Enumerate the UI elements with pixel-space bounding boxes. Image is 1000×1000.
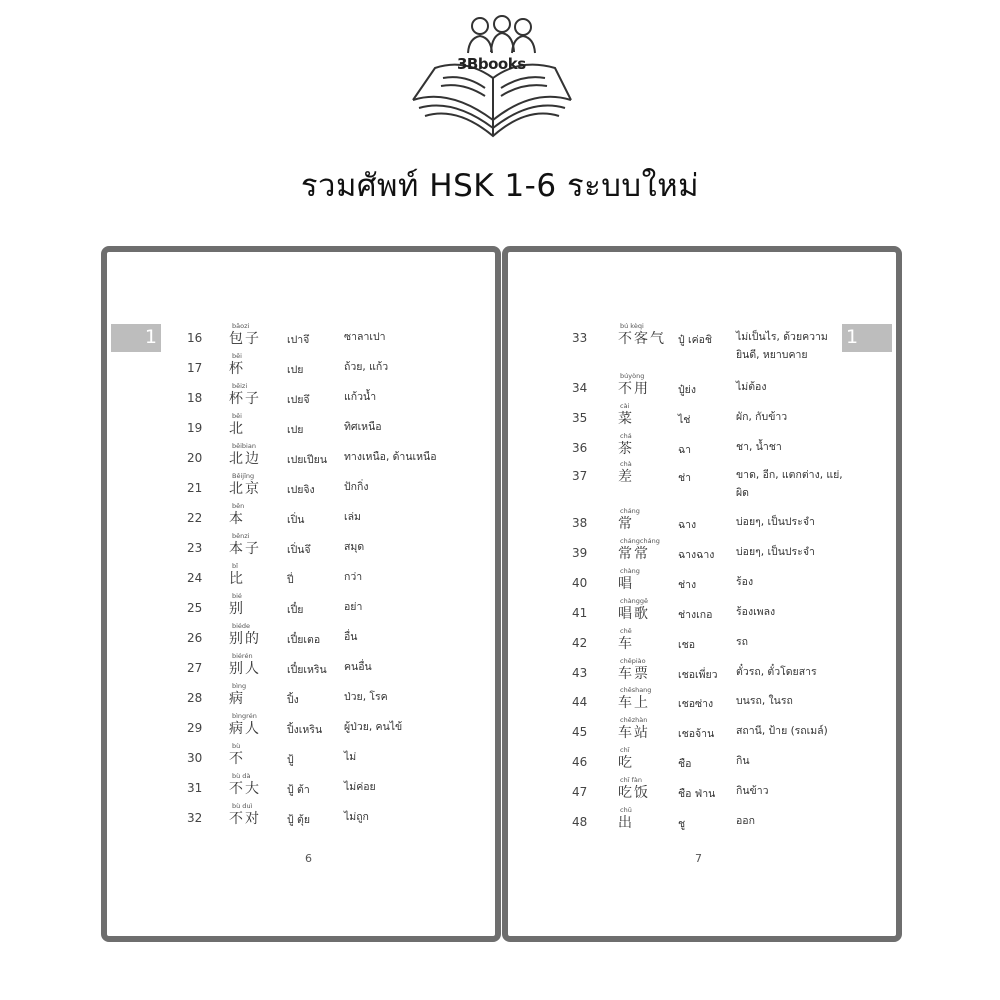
entry-pinyin: chī: [620, 746, 630, 754]
entry-hanzi: 北: [229, 421, 245, 437]
entry-thai-reading: ช่า: [678, 472, 692, 484]
entry-number: 39: [572, 546, 588, 560]
entry-meaning: ชา, น้ำชา: [736, 441, 782, 453]
entry-meaning: คนอื่น: [344, 661, 372, 673]
entry-thai-reading: ช่างเกอ: [678, 609, 713, 621]
brand-logo: [405, 8, 580, 150]
entry-number: 38: [572, 516, 588, 530]
entry-meaning: กว่า: [344, 571, 363, 583]
entry-meaning: สมุด: [344, 541, 365, 553]
entry-hanzi: 病人: [229, 721, 261, 737]
entry-thai-reading: ปู๋ เค่อชิ: [678, 334, 713, 346]
entry-hanzi: 出: [618, 815, 634, 831]
entry-meaning: ไม่เป็นไร, ด้วยความยินดี, หยาบคาย: [736, 331, 828, 361]
entry-meaning: ไม่: [344, 751, 357, 763]
open-book-icon: [405, 8, 580, 150]
entry-hanzi: 车上: [618, 695, 650, 711]
entry-hanzi: 唱歌: [618, 606, 650, 622]
entry-meaning: กินข้าว: [736, 785, 769, 797]
entry-meaning: ปักกิ่ง: [344, 481, 369, 493]
entry-thai-reading: ปู้ ตุ้ย: [287, 814, 310, 826]
entry-pinyin: cháng: [620, 507, 640, 515]
entry-meaning: บนรถ, ในรถ: [736, 695, 793, 707]
entry-hanzi: 菜: [618, 411, 634, 427]
entry-thai-reading: เปยจิง: [287, 484, 315, 496]
entry-hanzi: 车票: [618, 666, 650, 682]
entry-number: 45: [572, 725, 588, 739]
entry-pinyin: cài: [620, 402, 630, 410]
entry-number: 36: [572, 441, 588, 455]
entry-number: 46: [572, 755, 588, 769]
entry-pinyin: chī fàn: [620, 776, 642, 784]
entry-meaning: ป่วย, โรค: [344, 691, 388, 703]
entry-thai-reading: เปยเปียน: [287, 454, 327, 466]
entry-thai-reading: ปู๋ย่ง: [678, 384, 696, 396]
brand-logo-text: 3Bbooks: [457, 55, 526, 73]
entry-hanzi: 别: [229, 601, 245, 617]
entry-number: 47: [572, 785, 588, 799]
entry-hanzi: 杯: [229, 361, 245, 377]
entry-number: 48: [572, 815, 588, 829]
chapter-tab-number: 1: [144, 326, 157, 348]
entry-pinyin: bǐ: [232, 562, 238, 570]
entry-meaning: กิน: [736, 755, 750, 767]
entry-hanzi: 北边: [229, 451, 261, 467]
entry-hanzi: 车: [618, 636, 634, 652]
page-title: รวมศัพท์ HSK 1-6 ระบบใหม่: [300, 168, 700, 204]
entry-number: 37: [572, 469, 588, 483]
entry-meaning: ร้อง: [736, 576, 754, 588]
entry-pinyin: chángcháng: [620, 537, 660, 545]
entry-pinyin: bìng: [232, 682, 247, 690]
page-number: 6: [305, 852, 312, 865]
page-number: 7: [695, 852, 702, 865]
entry-meaning: อื่น: [344, 631, 358, 643]
entry-meaning: แก้วน้ำ: [344, 391, 377, 403]
entry-pinyin: chē: [620, 627, 632, 635]
entry-thai-reading: เชอซ่าง: [678, 698, 714, 710]
entry-meaning: บ่อยๆ, เป็นประจำ: [736, 546, 815, 558]
entry-number: 41: [572, 606, 588, 620]
right-book-page: [502, 246, 902, 942]
entry-thai-reading: เชอ: [678, 639, 696, 651]
entry-thai-reading: ปู้ ต้า: [287, 784, 310, 796]
entry-hanzi: 车站: [618, 725, 650, 741]
entry-number: 19: [187, 421, 203, 435]
entry-hanzi: 别的: [229, 631, 261, 647]
entry-hanzi: 本子: [229, 541, 261, 557]
entry-thai-reading: ฉางฉาง: [678, 549, 715, 561]
entry-thai-reading: ปี่: [287, 574, 294, 586]
entry-number: 34: [572, 381, 588, 395]
entry-pinyin: běibian: [232, 442, 256, 450]
entry-meaning: ออก: [736, 815, 755, 827]
entry-number: 20: [187, 451, 203, 465]
entry-thai-reading: เปาจึ: [287, 334, 310, 346]
entry-hanzi: 杯子: [229, 391, 261, 407]
entry-meaning: ถ้วย, แก้ว: [344, 361, 389, 373]
entry-meaning: ไม่ค่อย: [344, 781, 376, 793]
entry-meaning: ผัก, กับข้าว: [736, 411, 788, 423]
entry-hanzi: 茶: [618, 441, 634, 457]
entry-pinyin: biérén: [232, 652, 253, 660]
vocabulary-list: [107, 252, 495, 936]
entry-pinyin: Běijīng: [232, 472, 255, 480]
entry-pinyin: chá: [620, 432, 632, 440]
entry-hanzi: 不大: [229, 781, 261, 797]
entry-pinyin: chàng: [620, 567, 640, 575]
entry-hanzi: 比: [229, 571, 245, 587]
entry-meaning: บ่อยๆ, เป็นประจำ: [736, 516, 815, 528]
entry-number: 26: [187, 631, 203, 645]
entry-meaning: ผู้ป่วย, คนไข้: [344, 721, 403, 733]
entry-hanzi: 不用: [618, 381, 650, 397]
vocabulary-list: [508, 252, 896, 936]
entry-meaning: รถ: [736, 636, 748, 648]
entry-meaning: ไม่ถูก: [344, 811, 369, 823]
entry-pinyin: bù duì: [232, 802, 253, 810]
entry-thai-reading: ช่าง: [678, 579, 697, 591]
entry-number: 22: [187, 511, 203, 525]
entry-meaning: ตั๋วรถ, ตั๋วโดยสาร: [736, 666, 817, 678]
entry-pinyin: běi: [232, 412, 242, 420]
entry-meaning: ซาลาเปา: [344, 331, 386, 343]
entry-thai-reading: ปิ้งเหริน: [287, 724, 323, 736]
entry-hanzi: 别人: [229, 661, 261, 677]
entry-meaning: ทางเหนือ, ด้านเหนือ: [344, 451, 437, 463]
entry-pinyin: chēshang: [620, 686, 652, 694]
entry-hanzi: 病: [229, 691, 245, 707]
entry-pinyin: bú kèqi: [620, 322, 644, 330]
entry-meaning: ขาด, อีก, แตกต่าง, แย่, ผิด: [736, 469, 843, 499]
entry-meaning: สถานี, ป้าย (รถเมล์): [736, 725, 828, 737]
entry-pinyin: bìngrén: [232, 712, 257, 720]
entry-hanzi: 差: [618, 469, 634, 485]
entry-thai-reading: เปี๋ยเหริน: [287, 664, 327, 676]
entry-pinyin: běn: [232, 502, 245, 510]
entry-thai-reading: เปี๋ย: [287, 604, 304, 616]
entry-pinyin: bēi: [232, 352, 242, 360]
entry-number: 42: [572, 636, 588, 650]
left-book-page: [101, 246, 501, 942]
entry-thai-reading: เชอจ้าน: [678, 728, 715, 740]
entry-pinyin: chà: [620, 460, 632, 468]
entry-number: 43: [572, 666, 588, 680]
entry-number: 44: [572, 695, 588, 709]
entry-number: 31: [187, 781, 203, 795]
entry-hanzi: 吃饭: [618, 785, 650, 801]
entry-pinyin: bù dà: [232, 772, 251, 780]
entry-pinyin: chēpiào: [620, 657, 646, 665]
entry-meaning: อย่า: [344, 601, 363, 613]
entry-pinyin: bāozi: [232, 322, 250, 330]
entry-thai-reading: เปิ่น: [287, 514, 305, 526]
entry-pinyin: biéde: [232, 622, 251, 630]
entry-thai-reading: ชู: [678, 818, 686, 830]
entry-number: 29: [187, 721, 203, 735]
entry-hanzi: 北京: [229, 481, 261, 497]
entry-thai-reading: ปู้: [287, 754, 294, 766]
entry-pinyin: bù: [232, 742, 241, 750]
entry-thai-reading: เปิ่นจึ: [287, 544, 311, 556]
entry-hanzi: 唱: [618, 576, 634, 592]
entry-thai-reading: เปย: [287, 364, 304, 376]
entry-thai-reading: ฉาง: [678, 519, 697, 531]
entry-pinyin: bié: [232, 592, 242, 600]
entry-hanzi: 本: [229, 511, 245, 527]
entry-hanzi: 常: [618, 516, 634, 532]
entry-pinyin: búyòng: [620, 372, 645, 380]
entry-number: 33: [572, 331, 588, 345]
entry-number: 18: [187, 391, 203, 405]
entry-number: 27: [187, 661, 203, 675]
entry-pinyin: chànggē: [620, 597, 649, 605]
entry-number: 24: [187, 571, 203, 585]
entry-meaning: เล่ม: [344, 511, 361, 523]
chapter-tab-number: 1: [846, 326, 859, 348]
entry-thai-reading: ไช่: [678, 414, 691, 426]
entry-hanzi: 常常: [618, 546, 650, 562]
entry-number: 16: [187, 331, 203, 345]
entry-number: 23: [187, 541, 203, 555]
entry-thai-reading: เปี๋ยเตอ: [287, 634, 321, 646]
entry-hanzi: 不客气: [618, 331, 666, 347]
entry-hanzi: 不对: [229, 811, 261, 827]
entry-thai-reading: เปย: [287, 424, 304, 436]
entry-number: 35: [572, 411, 588, 425]
entry-number: 17: [187, 361, 203, 375]
entry-number: 28: [187, 691, 203, 705]
entry-meaning: ร้องเพลง: [736, 606, 776, 618]
entry-pinyin: bēizi: [232, 382, 248, 390]
entry-thai-reading: ชือ: [678, 758, 692, 770]
entry-meaning: ไม่ต้อง: [736, 381, 767, 393]
entry-hanzi: 包子: [229, 331, 261, 347]
entry-hanzi: 吃: [618, 755, 634, 771]
entry-pinyin: chēzhàn: [620, 716, 648, 724]
entry-thai-reading: ปิ้ง: [287, 694, 299, 706]
entry-thai-reading: เปยจึ: [287, 394, 310, 406]
entry-thai-reading: ชือ ฟ่าน: [678, 788, 716, 800]
entry-thai-reading: เชอเพี่ยว: [678, 669, 718, 681]
entry-number: 21: [187, 481, 203, 495]
entry-number: 32: [187, 811, 203, 825]
entry-pinyin: chū: [620, 806, 632, 814]
entry-number: 25: [187, 601, 203, 615]
entry-thai-reading: ฉา: [678, 444, 692, 456]
entry-hanzi: 不: [229, 751, 245, 767]
entry-meaning: ทิศเหนือ: [344, 421, 382, 433]
entry-number: 30: [187, 751, 203, 765]
entry-number: 40: [572, 576, 588, 590]
entry-pinyin: běnzi: [232, 532, 250, 540]
